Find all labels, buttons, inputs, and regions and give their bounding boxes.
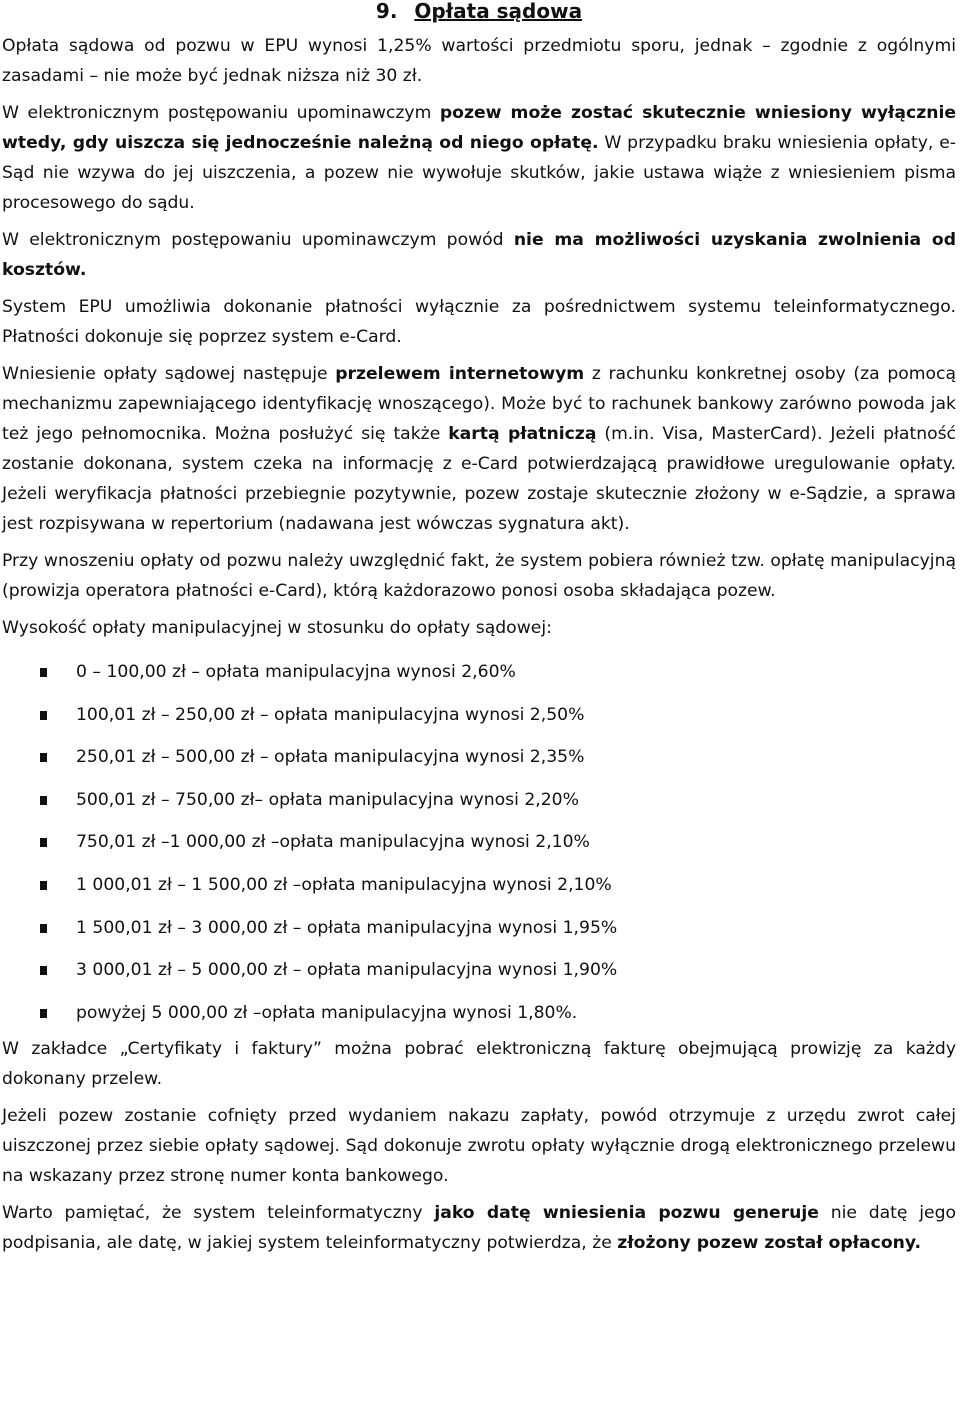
square-bullet-icon xyxy=(40,881,47,890)
paragraph-fee-amount xyxy=(2,31,956,91)
list-item xyxy=(2,779,956,822)
list-item xyxy=(2,907,956,950)
list-item-text: 3 000,01 zł – 5 000,00 zł – opłata manipulacyjna wynosi 1,90% xyxy=(76,960,618,981)
square-bullet-icon xyxy=(40,924,47,933)
paragraph-text: Przy wnoszeniu opłaty od pozwu należy uwzględnić fakt, że system pobiera również tzw. opłatę manipulacyjną (prowizja operatora płatności e-Card), którą każdorazowo ponosi osoba składająca pozew. xyxy=(2,551,956,601)
paragraph-text: (m.in. Visa, MasterCard). Jeżeli płatność zostanie dokonana, system czeka na informację z e-Card potwierdzającą prawidłowe uregulowanie opłaty. Jeżeli weryfikacja płatności przebiegnie pozytywnie, pozew zostaje skutecznie złożony w e-Sądzie, a sprawa jest rozpisywana w repertorium (nadawana jest wówczas sygnatura akt). xyxy=(2,424,957,534)
list-item xyxy=(2,651,956,694)
paragraph-fee-table-intro xyxy=(2,613,956,643)
paragraph-payment-method xyxy=(2,359,956,539)
paragraph-emphasis: złożony pozew został opłacony. xyxy=(617,1233,922,1254)
square-bullet-icon xyxy=(40,753,47,762)
list-item-text: 100,01 zł – 250,00 zł – opłata manipulacyjna wynosi 2,50% xyxy=(76,704,585,725)
section-title: Opłata sądowa xyxy=(414,0,583,23)
list-item-text: 1 500,01 zł – 3 000,00 zł – opłata manipulacyjna wynosi 1,95% xyxy=(76,917,618,938)
list-item-text: 1 000,01 zł – 1 500,00 zł –opłata manipulacyjna wynosi 2,10% xyxy=(76,874,612,895)
paragraph-text: W zakładce „Certyfikaty i faktury” można pobrać elektroniczną fakturę obejmującą prowizję za każdy dokonany przelew. xyxy=(2,1039,956,1090)
list-item xyxy=(2,992,956,1035)
paragraph-text: Warto pamiętać, że system teleinformatyczny xyxy=(2,1203,435,1224)
paragraph-emphasis: kartą płatniczą xyxy=(448,424,597,444)
paragraph-no-exemption xyxy=(2,225,956,285)
paragraph-text: Wniesienie opłaty sądowej następuje xyxy=(2,364,336,384)
paragraph-text: z rachunku konkretnej osoby (za pomocą mechanizmu zapewniającego identyfikację wnoszącego). Może być to rachunek bankowy zarówno powoda jak też jego pełnomocnika. Można posłużyć się także xyxy=(2,364,956,444)
paragraph-text: Jeżeli pozew zostanie cofnięty przed wydaniem nakazu zapłaty, powód otrzymuje z urzędu zwrot całej uiszczonej przez siebie opłaty sądowej. Sąd dokonuje zwrotu opłaty wyłącznie drogą elektronicznego przelewu na wskazany przez stronę numer konta bankowego. xyxy=(2,1106,956,1187)
paragraph-text: W elektronicznym postępowaniu upominawczym powód xyxy=(2,230,514,250)
paragraph-text: System EPU umożliwia dokonanie płatności wyłącznie za pośrednictwem systemu teleinformatycznego. Płatności dokonuje się poprzez system e-Card. xyxy=(2,297,956,347)
list-item xyxy=(2,694,956,737)
paragraph-invoices xyxy=(2,1034,956,1094)
square-bullet-icon xyxy=(40,1009,47,1018)
paragraph-emphasis: nie ma możliwości uzyskania zwolnienia od kosztów. xyxy=(2,230,956,280)
paragraph-text: Wysokość opłaty manipulacyjnej w stosunku do opłaty sądowej: xyxy=(2,618,552,638)
paragraph-filing-date xyxy=(2,1198,956,1258)
square-bullet-icon xyxy=(40,711,47,720)
list-item xyxy=(2,736,956,779)
list-item-text: 500,01 zł – 750,00 zł– opłata manipulacyjna wynosi 2,20% xyxy=(76,789,579,810)
paragraph-text: W elektronicznym postępowaniu upominawczym xyxy=(2,103,440,123)
list-item xyxy=(2,864,956,907)
paragraph-emphasis: jako datę wniesienia pozwu generuje xyxy=(434,1203,819,1224)
paragraph-fee-requirement xyxy=(2,98,956,218)
paragraph-emphasis: przelewem internetowym xyxy=(335,364,585,384)
square-bullet-icon xyxy=(40,668,47,677)
section-number: 9. xyxy=(375,0,398,23)
section-heading xyxy=(2,0,956,22)
paragraph-payment-system xyxy=(2,292,956,352)
square-bullet-icon xyxy=(40,796,47,805)
square-bullet-icon xyxy=(40,966,47,975)
paragraph-manipulation-fee xyxy=(2,546,956,606)
list-item xyxy=(2,949,956,992)
paragraph-text: W przypadku braku wniesienia opłaty, e-Sąd nie wzywa do jej uiszczenia, a pozew nie wywołuje skutków, jakie ustawa wiąże z wniesieniem pisma procesowego do sądu. xyxy=(2,133,956,213)
square-bullet-icon xyxy=(40,838,47,847)
list-item-text: powyżej 5 000,00 zł –opłata manipulacyjna wynosi 1,80%. xyxy=(76,1002,578,1023)
paragraph-text: Opłata sądowa od pozwu w EPU wynosi 1,25% wartości przedmiotu sporu, jednak – zgodnie z ogólnymi zasadami – nie może być jednak niższa niż 30 zł. xyxy=(2,36,956,86)
list-item-text: 0 – 100,00 zł – opłata manipulacyjna wynosi 2,60% xyxy=(76,662,516,682)
paragraph-emphasis: pozew może zostać skutecznie wniesiony wyłącznie wtedy, gdy uiszcza się jednocześnie należną od niego opłatę. xyxy=(2,103,956,153)
paragraph-refund xyxy=(2,1101,956,1191)
list-item-text: 750,01 zł –1 000,00 zł –opłata manipulacyjna wynosi 2,10% xyxy=(76,832,590,853)
fee-list xyxy=(2,651,956,1034)
list-item xyxy=(2,821,956,864)
paragraph-text: nie datę jego podpisania, ale datę, w jakiej system teleinformatyczny potwierdza, że xyxy=(2,1203,956,1254)
list-item-text: 250,01 zł – 500,00 zł – opłata manipulacyjna wynosi 2,35% xyxy=(76,747,585,768)
